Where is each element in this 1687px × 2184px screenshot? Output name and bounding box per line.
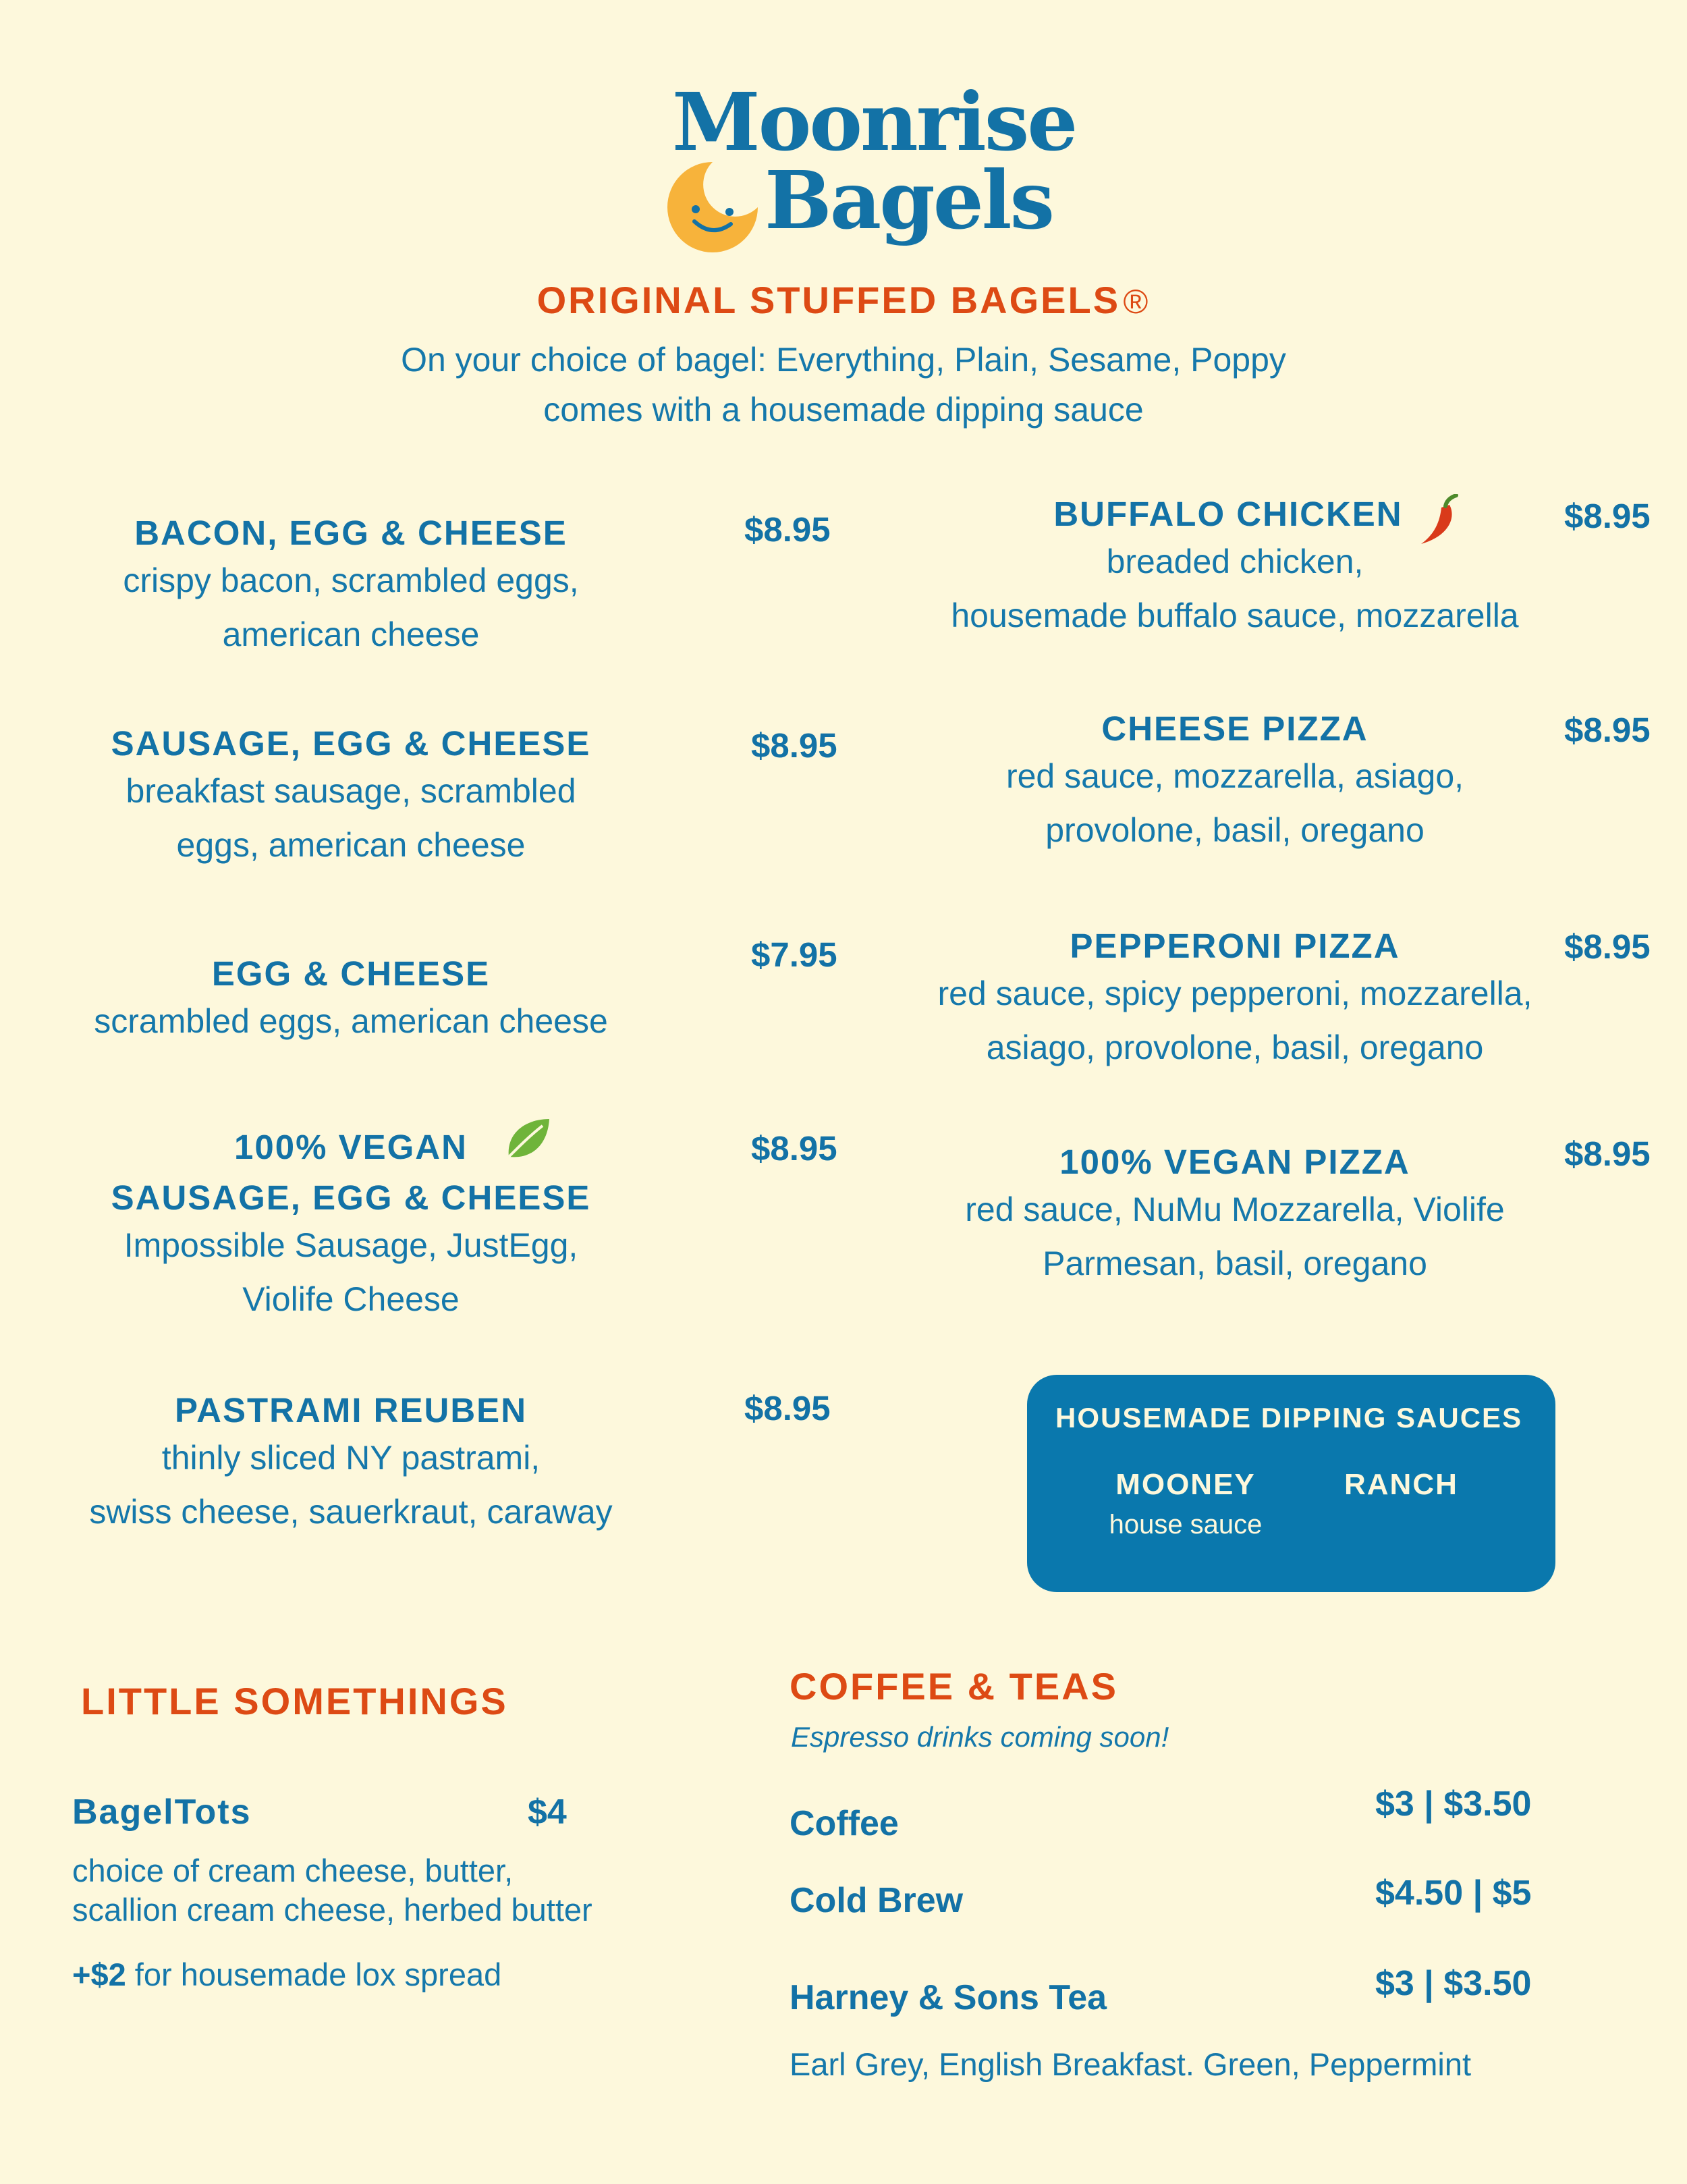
item-price: $8.95 bbox=[1564, 927, 1651, 966]
item-name: EGG & CHEESE bbox=[211, 954, 491, 993]
item-desc-line2: swiss cheese, sauerkraut, caraway bbox=[89, 1493, 613, 1531]
sauce-desc: house sauce bbox=[1109, 1510, 1263, 1539]
moon-logo-icon bbox=[665, 159, 760, 255]
item-price: $8.95 bbox=[1564, 1135, 1651, 1173]
item-price: $8.95 bbox=[751, 726, 837, 765]
item-name: PEPPERONI PIZZA bbox=[1070, 927, 1400, 965]
item-desc-line1: breaded chicken, bbox=[1106, 543, 1364, 580]
item-price: $8.95 bbox=[744, 510, 831, 549]
item-name: 100% VEGAN PIZZA bbox=[1059, 1143, 1410, 1181]
menu-item-pastrami-reuben bbox=[40, 1390, 661, 1539]
item-desc-line1: scrambled eggs, american cheese bbox=[94, 1002, 608, 1040]
stuffed-intro-line1: On your choice of bagel: Everything, Plain, Sesame, Poppy bbox=[401, 341, 1286, 379]
lox-addon-price: +$2 bbox=[72, 1957, 126, 1992]
sauces-title: HOUSEMADE DIPPING SAUCES bbox=[1055, 1402, 1523, 1434]
item-desc-line2: housemade buffalo sauce, mozzarella bbox=[951, 597, 1519, 634]
stuffed-header bbox=[0, 278, 1687, 322]
item-desc-line1: thinly sliced NY pastrami, bbox=[161, 1439, 541, 1477]
tea-price: $3 | $3.50 bbox=[1375, 1964, 1532, 2003]
menu-item-vegan-pizza bbox=[897, 1142, 1572, 1291]
item-desc-line1: red sauce, NuMu Mozzarella, Violife bbox=[965, 1191, 1505, 1228]
item-name: BUFFALO CHICKEN bbox=[1053, 495, 1403, 533]
menu-item-sausage-egg-cheese bbox=[40, 724, 661, 873]
registered-mark: ® bbox=[1123, 283, 1151, 321]
item-desc-line1: crispy bacon, scrambled eggs, bbox=[123, 562, 579, 599]
menu-item-cheese-pizza bbox=[897, 709, 1572, 858]
bageltots-desc bbox=[72, 1851, 592, 1930]
brand-name-line2: Bagels bbox=[765, 153, 1053, 247]
menu-item-vegan-sausage-egg-cheese bbox=[40, 1127, 661, 1327]
item-price: $8.95 bbox=[1564, 711, 1651, 749]
item-desc-line2: eggs, american cheese bbox=[176, 826, 526, 864]
stuffed-intro-line2: comes with a housemade dipping sauce bbox=[543, 391, 1144, 429]
menu-item-bacon-egg-cheese bbox=[40, 513, 661, 662]
leaf-icon bbox=[499, 1112, 553, 1166]
item-desc-line2: asiago, provolone, basil, oregano bbox=[986, 1029, 1484, 1066]
coffee-teas-title: COFFEE & TEAS bbox=[790, 1665, 1119, 1708]
brand-name-line1: Moonrise bbox=[672, 75, 1076, 169]
bageltots-price: $4 bbox=[528, 1793, 567, 1832]
item-name: PASTRAMI REUBEN bbox=[174, 1391, 528, 1429]
item-name: CHEESE PIZZA bbox=[1101, 709, 1368, 748]
item-desc-line2: Parmesan, basil, oregano bbox=[1043, 1245, 1427, 1282]
item-name: BACON, EGG & CHEESE bbox=[134, 514, 568, 552]
item-desc-line2: provolone, basil, oregano bbox=[1045, 811, 1425, 849]
coffee-name: Coffee bbox=[790, 1804, 899, 1843]
bageltots-desc-line2: scallion cream cheese, herbed butter bbox=[72, 1892, 592, 1928]
coffee-price: $3 | $3.50 bbox=[1375, 1784, 1532, 1824]
menu-item-buffalo-chicken bbox=[897, 494, 1572, 643]
lox-addon-text: for housemade lox spread bbox=[134, 1957, 502, 1992]
item-name: SAUSAGE, EGG & CHEESE bbox=[111, 724, 591, 763]
item-price: $8.95 bbox=[1564, 497, 1651, 535]
item-name-line2: SAUSAGE, EGG & CHEESE bbox=[111, 1178, 591, 1217]
tea-name: Harney & Sons Tea bbox=[790, 1978, 1107, 2017]
stuffed-intro bbox=[0, 335, 1687, 435]
menu-item-egg-cheese bbox=[40, 954, 661, 1049]
item-price: $7.95 bbox=[751, 935, 837, 974]
sauce-ranch: RANCH bbox=[1344, 1468, 1458, 1501]
chili-pepper-icon bbox=[1416, 494, 1463, 548]
sauce-name: MOONEY bbox=[1115, 1468, 1256, 1501]
item-desc-line1: Impossible Sausage, JustEgg, bbox=[123, 1226, 578, 1264]
cold-brew-price: $4.50 | $5 bbox=[1375, 1874, 1532, 1913]
item-name-line1: 100% VEGAN bbox=[234, 1128, 468, 1166]
bageltots-desc-line1: choice of cream cheese, butter, bbox=[72, 1853, 514, 1888]
item-desc-line1: red sauce, spicy pepperoni, mozzarella, bbox=[937, 975, 1532, 1012]
coffee-teas-subtitle: Espresso drinks coming soon! bbox=[791, 1721, 1169, 1753]
item-desc-line2: Violife Cheese bbox=[242, 1280, 460, 1318]
menu-item-pepperoni-pizza bbox=[897, 926, 1572, 1075]
dipping-sauces-box bbox=[1027, 1375, 1555, 1592]
stuffed-title: ORIGINAL STUFFED BAGELS bbox=[536, 279, 1121, 321]
cold-brew-name: Cold Brew bbox=[790, 1881, 964, 1920]
item-price: $8.95 bbox=[751, 1129, 837, 1168]
bageltots-name: BagelTots bbox=[72, 1793, 252, 1832]
item-price: $8.95 bbox=[744, 1389, 831, 1427]
lox-addon bbox=[72, 1955, 501, 1994]
item-desc-line1: red sauce, mozzarella, asiago, bbox=[1005, 757, 1464, 795]
little-somethings-title: LITTLE SOMETHINGS bbox=[81, 1680, 508, 1722]
item-desc-line2: american cheese bbox=[222, 616, 480, 653]
sauce-mooney bbox=[1088, 1468, 1283, 1540]
tea-list: Earl Grey, English Breakfast. Green, Peppermint bbox=[790, 2046, 1472, 2082]
item-desc-line1: breakfast sausage, scrambled bbox=[126, 772, 576, 810]
